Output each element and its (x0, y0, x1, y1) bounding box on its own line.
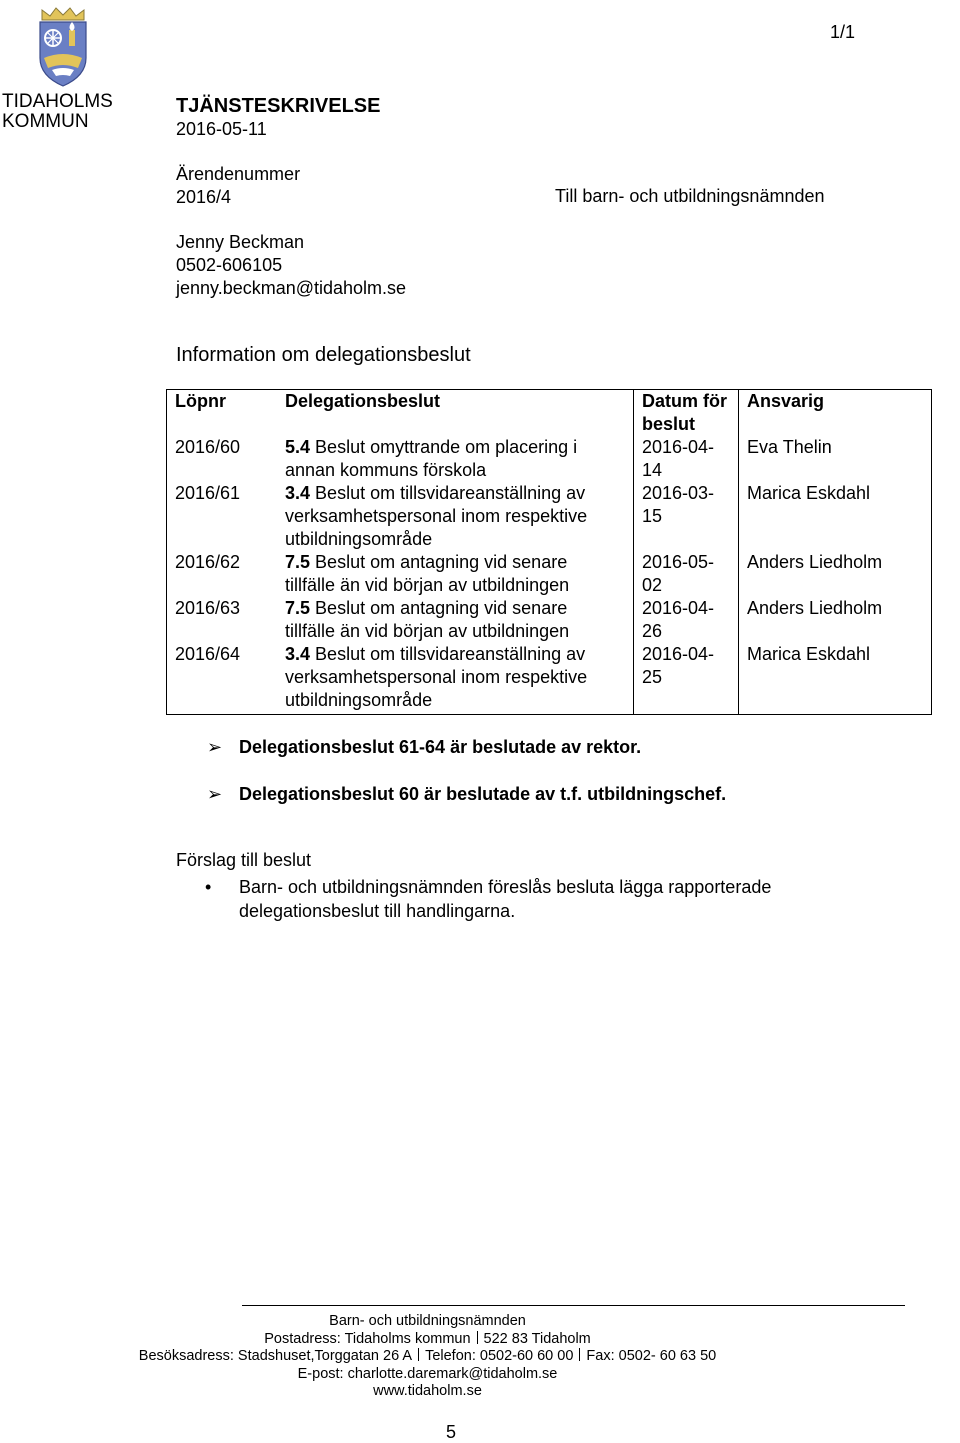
cell-number: 2016/61 (167, 482, 278, 551)
decision-text-line: verksamhetspersonal inom respektive (285, 667, 588, 687)
header-decision: Delegationsbeslut (277, 390, 634, 437)
footer-separator (418, 1348, 419, 1361)
decision-text: Beslut om tillsvidareanställning av (315, 644, 586, 664)
arrow-bullet-icon: ➢ (207, 784, 223, 804)
decision-text: Beslut om antagning vid senare (315, 598, 568, 618)
decision-code: 5.4 (285, 437, 311, 457)
case-number-label: Ärendenummer (176, 164, 301, 184)
case-number: 2016/4 (176, 187, 232, 207)
cell-decision (277, 482, 634, 551)
footer-separator (579, 1348, 580, 1361)
date-line2: 14 (642, 460, 663, 480)
header-responsible: Ansvarig (739, 390, 932, 437)
page-number: 5 (446, 1422, 457, 1442)
date-line1: 2016-05- (642, 552, 715, 572)
decision-text: Beslut om antagning vid senare (315, 552, 568, 572)
cell-number: 2016/64 (167, 643, 278, 715)
cell-date (634, 643, 739, 715)
section-heading: Information om delegationsbeslut (176, 344, 471, 366)
decision-text-line: verksamhetspersonal inom respektive (285, 506, 588, 526)
cell-number: 2016/60 (167, 436, 278, 482)
decision-first-line (285, 597, 625, 620)
author-email: jenny.beckman@tidaholm.se (176, 278, 407, 298)
decision-text: Beslut omyttrande om placering i (315, 437, 578, 457)
cell-responsible: Anders Liedholm (739, 597, 932, 643)
decision-text: Beslut om tillsvidareanställning av (315, 483, 586, 503)
cell-responsible: Marica Eskdahl (739, 482, 932, 551)
footer-divider (242, 1305, 905, 1306)
table-row (167, 551, 932, 597)
document-date: 2016-05-11 (176, 119, 267, 139)
date-line2: 25 (642, 667, 663, 687)
arrow-bullet-icon: ➢ (207, 737, 223, 757)
municipality-logo (0, 0, 128, 140)
date-line2: 02 (642, 575, 663, 595)
date-line1: 2016-04- (642, 437, 715, 457)
footer-email: E-post: charlotte.daremark@tidaholm.se (297, 1365, 558, 1382)
footer-postal (0, 1331, 855, 1349)
table-row (167, 482, 932, 551)
table-row (167, 597, 932, 643)
header-number: Löpnr (167, 390, 278, 437)
proposal-heading: Förslag till beslut (176, 850, 312, 870)
cell-number: 2016/63 (167, 597, 278, 643)
coat-of-arms-icon (34, 6, 92, 88)
footer-phone: Telefon: 0502-60 60 00 (425, 1348, 574, 1364)
proposal-line2: delegationsbeslut till handlingarna. (239, 901, 516, 921)
decision-text-line: annan kommuns förskola (285, 460, 487, 480)
table-body (167, 436, 932, 715)
municipality-name (2, 92, 113, 132)
proposal-text (239, 875, 771, 923)
note-item (207, 784, 726, 805)
footer-contact (0, 1348, 855, 1366)
footer-web: www.tidaholm.se (373, 1383, 482, 1399)
page-indicator: 1/1 (830, 22, 856, 42)
note-item (207, 737, 641, 758)
note-text: Delegationsbeslut 61-64 är beslutade av rektor. (239, 737, 642, 757)
decision-first-line (285, 436, 625, 459)
header-date-line1: Datum för (642, 391, 727, 411)
municipality-line2: KOMMUN (2, 111, 89, 132)
decision-text-line: tillfälle än vid början av utbildningen (285, 575, 570, 595)
footer-department: Barn- och utbildningsnämnden (329, 1313, 526, 1329)
date-line1: 2016-03- (642, 483, 715, 503)
document-title-block (176, 95, 380, 141)
cell-decision (277, 551, 634, 597)
cell-date (634, 436, 739, 482)
date-line1: 2016-04- (642, 644, 715, 664)
table-row (167, 643, 932, 715)
footer-postal-address: Postadress: Tidaholms kommun (264, 1330, 471, 1347)
proposal-line1: Barn- och utbildningsnämnden föreslås besluta lägga rapporterade (239, 877, 772, 897)
decision-code: 7.5 (285, 598, 311, 618)
cell-date (634, 482, 739, 551)
note-text: Delegationsbeslut 60 är beslutade av t.f. utbildningschef. (239, 784, 727, 804)
cell-decision (277, 597, 634, 643)
author-phone: 0502-606105 (176, 255, 283, 275)
cell-decision (277, 643, 634, 715)
decision-text-line: tillfälle än vid början av utbildningen (285, 621, 570, 641)
case-reference (176, 163, 300, 209)
decision-first-line (285, 643, 625, 666)
municipality-line1: TIDAHOLMS (2, 91, 113, 112)
cell-responsible: Marica Eskdahl (739, 643, 932, 715)
author-contact (176, 231, 406, 300)
decision-text-line: utbildningsområde (285, 690, 433, 710)
footer-fax: Fax: 0502- 60 63 50 (586, 1348, 717, 1364)
decision-first-line (285, 482, 625, 505)
date-line2: 26 (642, 621, 663, 641)
cell-date (634, 597, 739, 643)
date-line2: 15 (642, 506, 663, 526)
recipient: Till barn- och utbildningsnämnden (555, 186, 825, 206)
footer-postal-code: 522 83 Tidaholm (483, 1330, 591, 1347)
decision-first-line (285, 551, 625, 574)
document-type: TJÄNSTESKRIVELSE (176, 95, 381, 117)
decision-code: 3.4 (285, 483, 311, 503)
header-date-line2: beslut (642, 414, 696, 434)
footer-visit-address: Besöksadress: Stadshuset,Torggatan 26 A (138, 1348, 413, 1364)
date-line1: 2016-04- (642, 598, 715, 618)
header-date (634, 390, 739, 437)
table-header-row (167, 390, 932, 437)
author-name: Jenny Beckman (176, 232, 305, 252)
cell-number: 2016/62 (167, 551, 278, 597)
bullet-icon: • (205, 877, 212, 897)
decision-code: 3.4 (285, 644, 311, 664)
cell-date (634, 551, 739, 597)
table-row (167, 436, 932, 482)
cell-responsible: Anders Liedholm (739, 551, 932, 597)
delegation-table (166, 389, 932, 715)
decision-code: 7.5 (285, 552, 311, 572)
footer (0, 1313, 855, 1401)
cell-responsible: Eva Thelin (739, 436, 932, 482)
decision-text-line: utbildningsområde (285, 529, 433, 549)
cell-decision (277, 436, 634, 482)
footer-separator (477, 1331, 478, 1344)
